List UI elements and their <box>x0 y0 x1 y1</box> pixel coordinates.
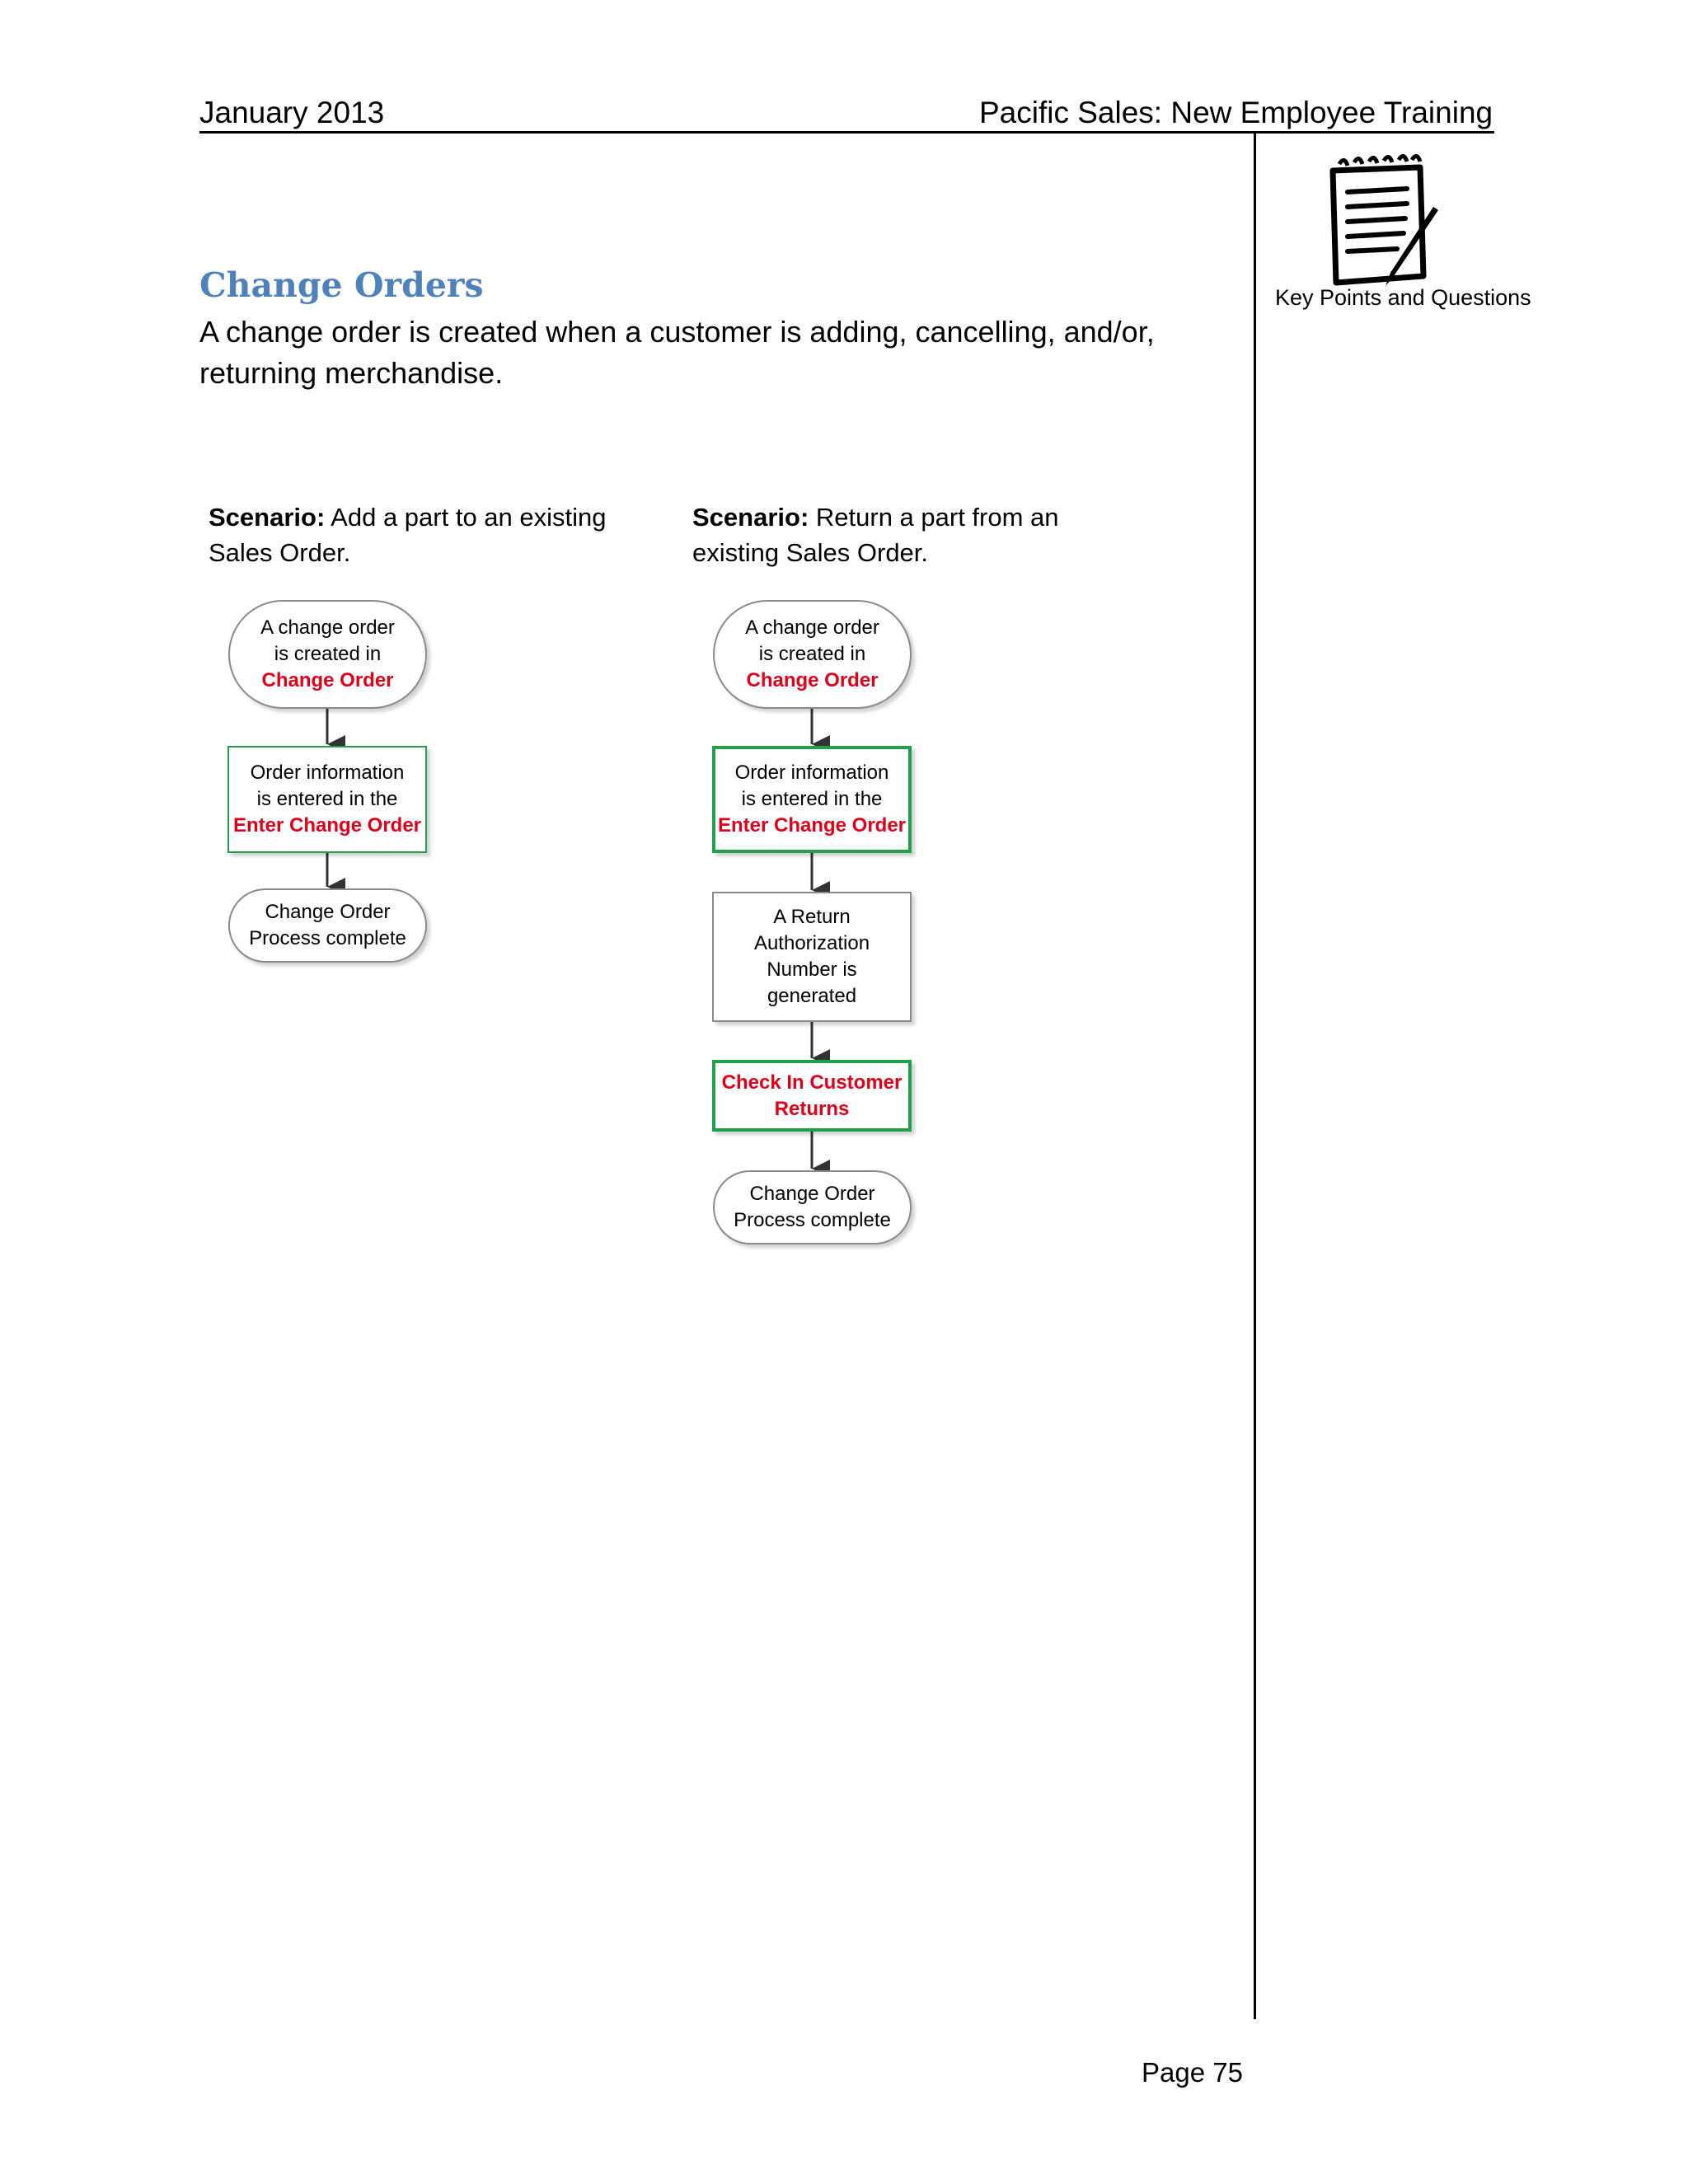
page-number: Page 75 <box>1142 2057 1243 2088</box>
scenario-desc: Return a part from an <box>809 503 1059 532</box>
flow-step-process-complete: Change Order Process complete <box>713 1170 912 1244</box>
scenario-desc: Sales Order. <box>209 538 351 567</box>
scenario-label: Scenario: <box>692 503 809 532</box>
flow-step-check-in-returns: Check In Customer Returns <box>712 1060 912 1132</box>
scenario-label: Scenario: <box>209 503 326 532</box>
flow-step-create-change-order: A change order is created in Change Order <box>228 600 427 709</box>
header-date: January 2013 <box>199 96 385 129</box>
flow-step-create-change-order: A change order is created in Change Order <box>713 600 912 709</box>
intro-line-1: A change order is created when a customer is adding, cancelling, and/or, <box>199 315 1155 349</box>
scenario-desc: existing Sales Order. <box>692 538 929 567</box>
section-title: Change Orders <box>199 265 484 305</box>
sidebar-label: Key Points and Questions <box>1275 285 1531 310</box>
flow-step-rma-generated: A Return Authorization Number is generated <box>712 892 912 1022</box>
flow-step-enter-order-info: Order information is entered in the Enter Change Order <box>712 746 912 853</box>
scenario-desc: Add a part to an existing <box>325 503 607 532</box>
header-doc-title: Pacific Sales: New Employee Training <box>979 96 1493 129</box>
intro-line-2: returning merchandise. <box>199 356 504 390</box>
flow-step-enter-order-info: Order information is entered in the Enter Change Order <box>227 746 427 853</box>
flow-step-process-complete: Change Order Process complete <box>228 888 427 963</box>
